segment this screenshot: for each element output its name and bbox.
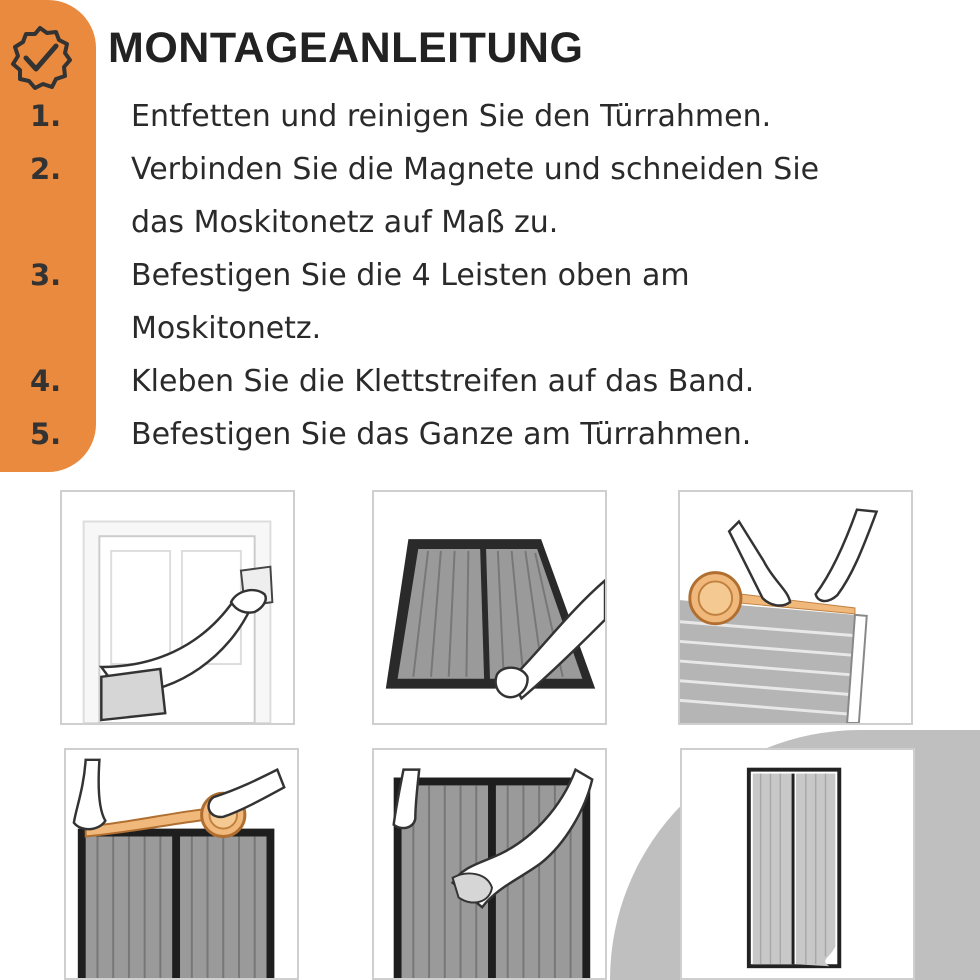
strip-attaching-illustration — [680, 492, 911, 723]
step-item — [0, 408, 980, 461]
illustration-cut-net — [372, 490, 607, 725]
illustration-clean-frame — [60, 490, 295, 725]
step-text: Befestigen Sie das Ganze am Türrahmen. — [131, 417, 752, 452]
step-number: 4. — [30, 364, 62, 398]
illustration-attach-strips — [678, 490, 913, 725]
step-text: Kleben Sie die Klettstreifen auf das Band. — [131, 364, 755, 399]
illustration-attach-frame — [372, 748, 607, 980]
illustration-apply-velcro — [64, 748, 299, 980]
steps-list — [0, 90, 980, 461]
step-item — [0, 355, 980, 408]
step-item — [0, 249, 980, 355]
step-text: Befestigen Sie die 4 Leisten oben am Moskitonetz. — [131, 258, 690, 346]
frame-attaching-illustration — [374, 750, 605, 978]
step-item — [0, 90, 980, 143]
step-text: Entfetten und reinigen Sie den Türrahmen. — [131, 99, 772, 134]
step-number: 3. — [30, 258, 62, 292]
step-text: Verbinden Sie die Magnete und schneiden Sie das Moskitonetz auf Maß zu. — [131, 152, 820, 240]
finished-net-illustration — [682, 750, 913, 978]
page-title: MONTAGEANLEITUNG — [108, 24, 584, 72]
velcro-applying-illustration — [66, 750, 297, 978]
step-item — [0, 143, 980, 249]
step-number: 2. — [30, 152, 62, 186]
check-badge-icon — [4, 22, 76, 94]
step-number: 5. — [30, 417, 62, 451]
door-cleaning-illustration — [62, 492, 293, 723]
step-number: 1. — [30, 99, 62, 133]
net-cutting-illustration — [374, 492, 605, 723]
illustration-finished-net — [680, 748, 915, 980]
